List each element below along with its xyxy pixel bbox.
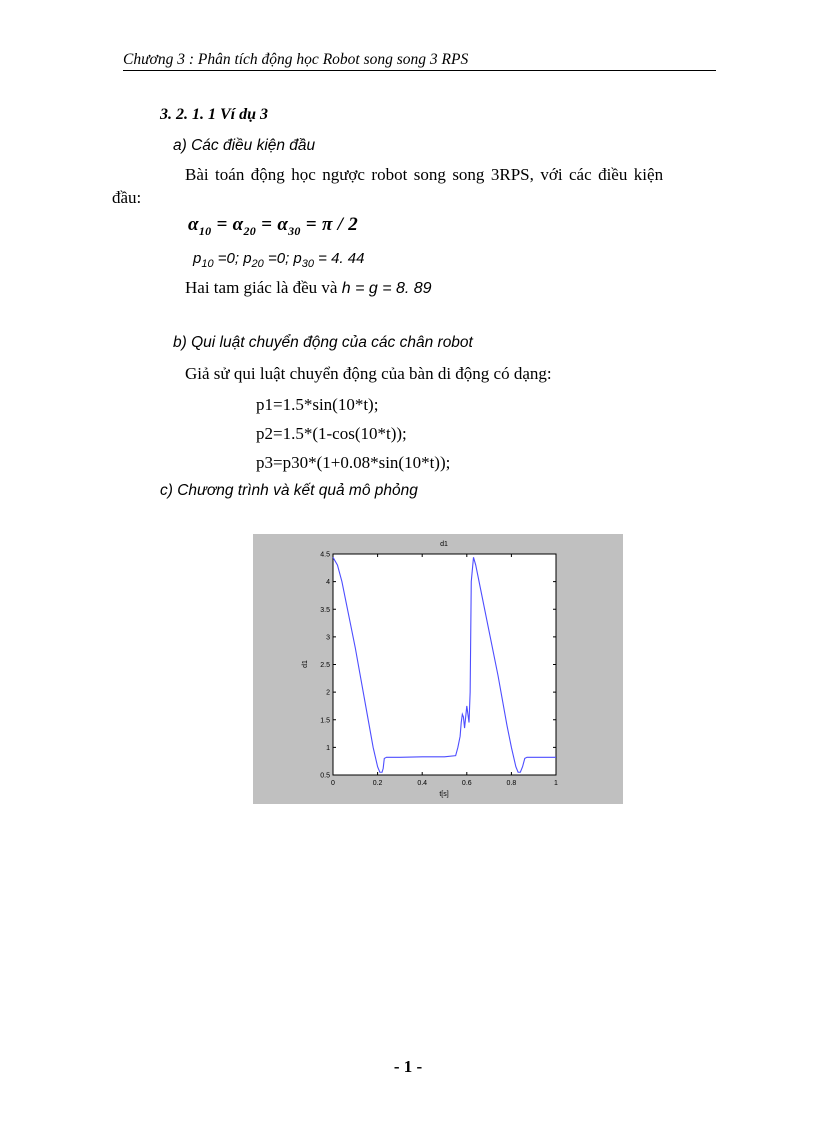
triangle-line: Hai tam giác là đều và h = g = 8. 89 — [185, 278, 432, 297]
chart-title: d1 — [440, 541, 448, 548]
y-tick-label: 1 — [326, 744, 330, 752]
x-tick-label: 0.8 — [506, 780, 517, 787]
d1-chart — [253, 534, 623, 804]
x-tick-label: 0.2 — [372, 780, 383, 787]
y-tick-label: 4 — [326, 579, 330, 587]
y-tick-label: 2 — [326, 689, 330, 697]
page-header: Chương 3 : Phân tích động học Robot song song 3 RPS — [123, 51, 716, 71]
y-tick-label: 0.5 — [320, 772, 330, 780]
motion-intro: Giả sử qui luật chuyển động của bàn di động có dạng: — [185, 364, 552, 383]
y-tick-label: 1.5 — [320, 717, 330, 725]
x-tick-label: 0 — [331, 780, 335, 787]
motion-eq2: p2=1.5*(1-cos(10*t)); — [256, 424, 407, 443]
paragraph-line2: đầu: — [112, 188, 142, 207]
x-tick-label: 1 — [554, 780, 558, 787]
page-number: - 1 - — [393, 1057, 423, 1076]
hg-equation: h = g = 8. 89 — [341, 280, 432, 297]
p-equation: $p_{10} =0$; $p_{20} =0$; $p_{30} = 4$. 44 — [193, 250, 365, 270]
motion-eq3: p3=p30*(1+0.08*sin(10*t)); — [256, 453, 451, 472]
section-title: 3. 2. 1. 1 Ví dụ 3 — [160, 106, 269, 123]
chart-ylabel: d1 — [302, 660, 309, 668]
motion-eq1: p1=1.5*sin(10*t); — [256, 395, 379, 414]
chart-xlabel: t[s] — [439, 791, 449, 798]
alpha-equation: $\alpha_{10} = \alpha_{20} = \alpha_{30} = \pi / 2$ — [188, 214, 359, 238]
paragraph-line1: Bài toán động học ngược robot song song 3RPS, với các điều kiện — [185, 165, 664, 184]
heading-c: c) Chương trình và kết quả mô phỏng — [160, 482, 418, 499]
chart-figure — [253, 534, 623, 804]
y-tick-label: 3 — [326, 634, 330, 642]
heading-b: b) Qui luật chuyển động của các chân robot — [173, 334, 473, 351]
x-tick-label: 0.6 — [461, 780, 472, 787]
y-tick-label: 3.5 — [320, 606, 330, 614]
y-tick-label: 2.5 — [320, 662, 330, 669]
x-tick-label: 0.4 — [417, 780, 428, 787]
heading-a: a) Các điều kiện đầu — [173, 137, 316, 154]
y-tick-label: 4.5 — [320, 551, 330, 559]
plot-area — [333, 554, 556, 775]
